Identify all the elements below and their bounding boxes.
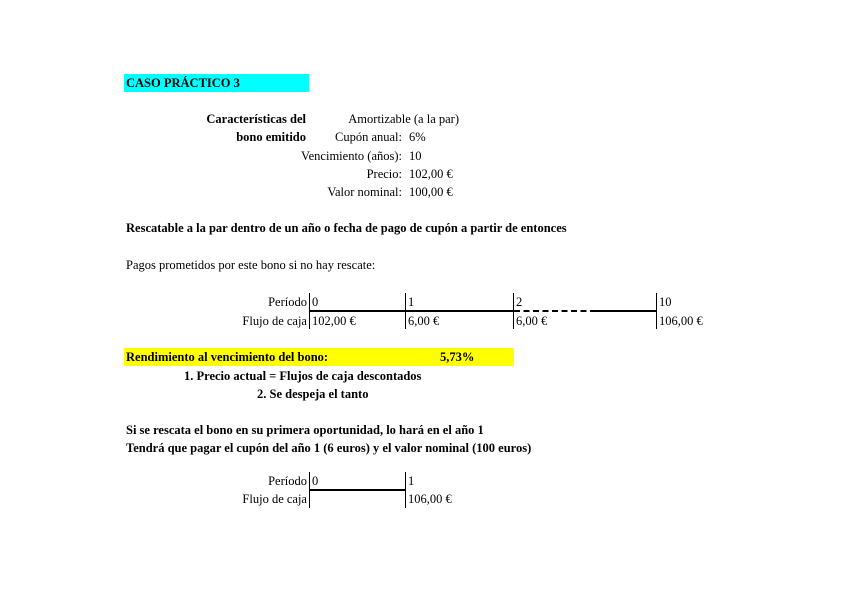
- timeline1-flow-label: Flujo de caja: [242, 314, 307, 328]
- nominal-label: Valor nominal:: [327, 185, 402, 199]
- bond-heading-1: Características del: [206, 112, 306, 126]
- maturity-value: 10: [409, 149, 422, 163]
- step-2: 2. Se despeja el tanto: [257, 387, 369, 401]
- timeline1-flow-1: 6,00 €: [408, 314, 440, 328]
- step-1: 1. Precio actual = Flujos de caja descontados: [184, 369, 422, 383]
- ytm-value: 5,73%: [440, 350, 475, 364]
- timeline2-flow-label: Flujo de caja: [242, 492, 307, 506]
- timeline2-period-label: Período: [268, 474, 307, 488]
- bond-heading-2: bono emitido: [236, 130, 306, 144]
- timeline1-period-label: Período: [268, 295, 307, 309]
- maturity-label: Vencimiento (años):: [300, 149, 402, 163]
- timeline1-line-a: [309, 310, 514, 312]
- timeline1-period-2: 2: [516, 295, 523, 309]
- call-note-1: Si se rescata el bono en su primera oportunidad, lo hará en el año 1: [126, 423, 484, 437]
- timeline1-tick-3: [656, 293, 657, 329]
- timeline1-flow-2: 6,00 €: [516, 314, 548, 328]
- ytm-label: Rendimiento al vencimiento del bono:: [126, 350, 329, 364]
- timeline2-period-1: 1: [408, 474, 415, 488]
- timeline1-line-dashed: [514, 310, 596, 312]
- timeline2-flow-1: 106,00 €: [408, 492, 452, 506]
- callable-note: Rescatable a la par dentro de un año o fecha de pago de cupón a partir de entonces: [126, 221, 567, 235]
- timeline1-flow-3: 106,00 €: [659, 314, 703, 328]
- coupon-label: Cupón anual:: [334, 130, 402, 144]
- timeline2-period-0: 0: [312, 474, 319, 488]
- price-value: 102,00 €: [409, 167, 453, 181]
- price-label: Precio:: [366, 167, 402, 181]
- promised-payments: Pagos prometidos por este bono si no hay rescate:: [126, 258, 376, 272]
- timeline1-flow-0: 102,00 €: [312, 314, 356, 328]
- bond-type: Amortizable (a la par): [348, 112, 459, 126]
- page-title: CASO PRÁCTICO 3: [126, 76, 240, 90]
- timeline1-line-b: [596, 310, 656, 312]
- call-note-2: Tendrá que pagar el cupón del año 1 (6 euros) y el valor nominal (100 euros): [126, 441, 532, 455]
- nominal-value: 100,00 €: [409, 185, 453, 199]
- timeline1-period-0: 0: [312, 295, 319, 309]
- timeline1-period-3: 10: [659, 295, 672, 309]
- coupon-value: 6%: [409, 130, 426, 144]
- timeline1-period-1: 1: [408, 295, 415, 309]
- timeline2-line: [309, 489, 406, 491]
